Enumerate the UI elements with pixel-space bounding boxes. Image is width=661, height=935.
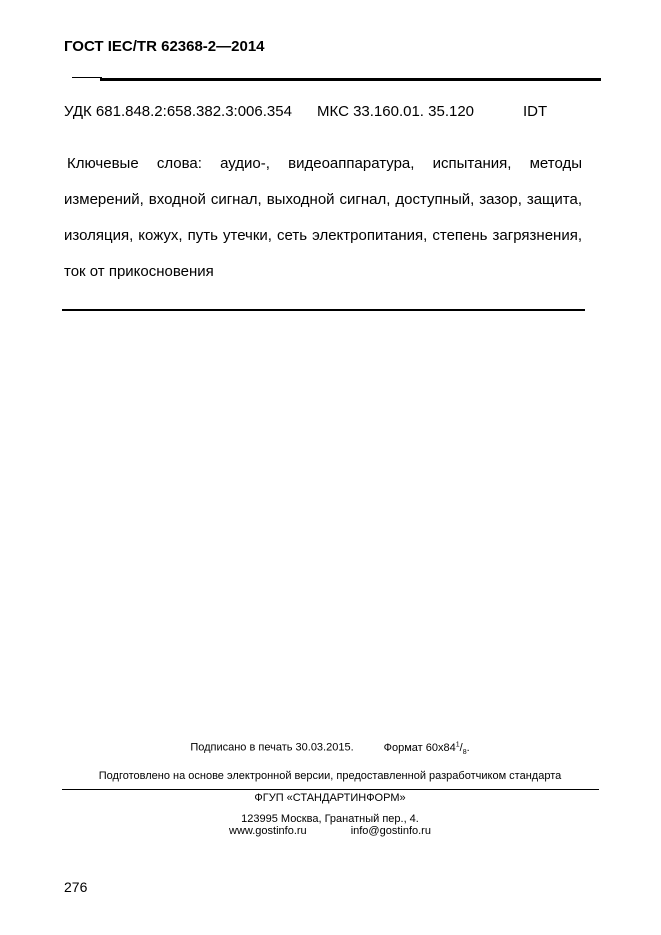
udk-code: УДК 681.848.2:658.382.3:006.354 <box>64 103 292 120</box>
mks-code: МКС 33.160.01. 35.120 <box>317 103 475 120</box>
page-number: 276 <box>64 879 88 895</box>
document-header: ГОСТ IEC/TR 62368-2—2014 <box>64 38 265 55</box>
keywords-paragraph: Ключевые слова: аудио-, видеоаппаратура, испытания, методы измерений, входной сигнал, выходной сигнал, доступный, зазор, защита, изоляция, кожух, путь утечки, сеть электропитания, степень загрязнения, ток от прикосновения <box>64 155 582 280</box>
header-rule <box>100 78 601 81</box>
prepared-note: Подготовлено на основе электронной версии, предоставленной разработчиком стандарта <box>98 770 562 782</box>
signed-line <box>60 741 600 756</box>
keywords-rule <box>62 309 585 311</box>
email-link[interactable]: info@gostinfo.ru <box>350 825 431 837</box>
publisher-links <box>60 825 600 837</box>
classification-line <box>64 103 548 120</box>
publisher-address: 123995 Москва, Гранатный пер., 4. <box>241 813 419 825</box>
imprint-rule <box>62 789 599 790</box>
idt-label: IDT <box>523 103 548 120</box>
format-info: Формат $60x84^1/_8$. <box>383 741 470 756</box>
publisher-name: ФГУП «СТАНДАРТИНФОРМ» <box>254 792 406 804</box>
signed-date: Подписано в печать 30.03.2015. <box>190 741 354 754</box>
header-rule-thin <box>72 77 102 78</box>
website-link[interactable]: www.gostinfo.ru <box>229 825 307 837</box>
